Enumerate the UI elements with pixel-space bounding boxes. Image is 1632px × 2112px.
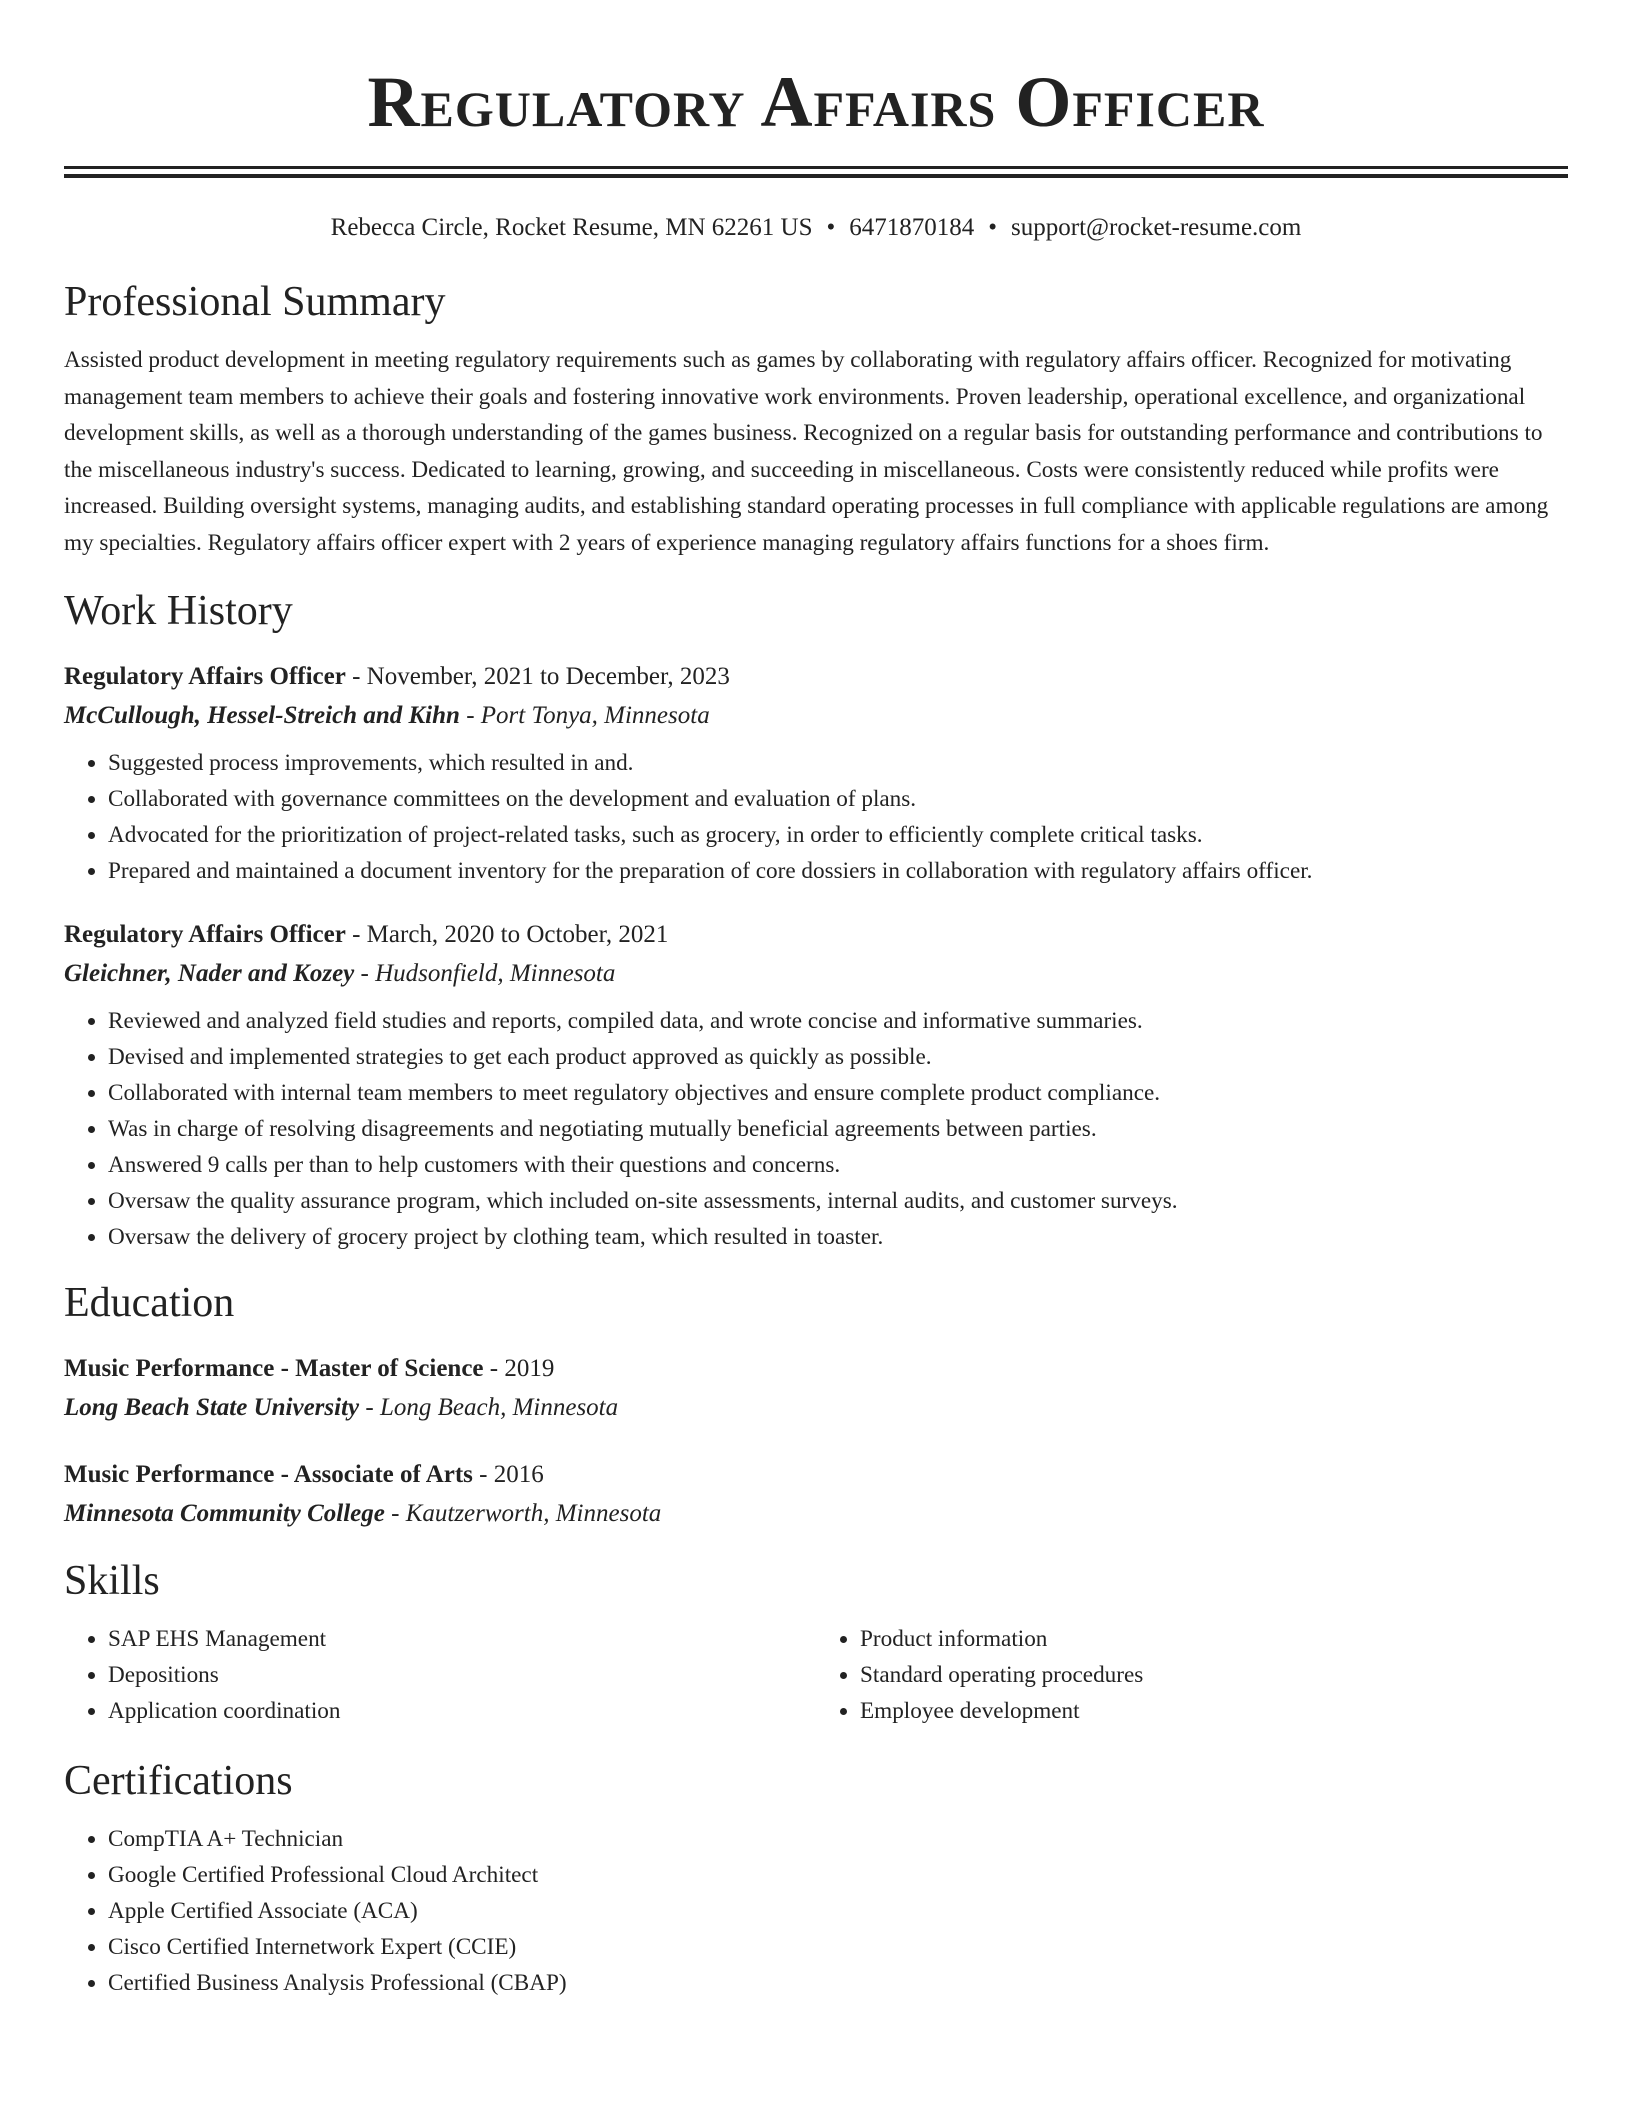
skill-item: • Application coordination: [108, 1693, 816, 1729]
certifications-heading: Certifications: [64, 1758, 293, 1804]
job-title-line: [64, 657, 1568, 697]
skills-heading: Skills: [64, 1558, 160, 1604]
contact-address: Rebecca Circle, Rocket Resume, MN 62261 US: [330, 214, 813, 241]
certification-item: • Cisco Certified Internetwork Expert (CCIE): [108, 1929, 1568, 1965]
job-company: Gleichner, Nader and Kozey: [64, 960, 355, 987]
job-dates: - November, 2021 to December, 2023: [345, 663, 730, 690]
job-company: McCullough, Hessel-Streich and Kihn: [64, 702, 460, 729]
contact-email: support@rocket-resume.com: [1011, 214, 1302, 241]
school-line: [64, 1495, 1568, 1533]
job-bullet: • Reviewed and analyzed field studies and reports, compiled data, and wrote concise and informative summaries.: [108, 1003, 1568, 1039]
skills-column-right: [816, 1621, 1568, 1729]
job-bullet: • Advocated for the prioritization of project-related tasks, such as grocery, in order to efficiently complete critical tasks.: [108, 817, 1568, 853]
header-divider: [64, 166, 1568, 178]
job-location: - Hudsonfield, Minnesota: [354, 960, 616, 987]
education-entry: [64, 1455, 1568, 1533]
certification-item: • CompTIA A+ Technician: [108, 1821, 1568, 1857]
skill-item: • Product information: [860, 1621, 1568, 1657]
school-location: - Kautzerworth, Minnesota: [384, 1500, 662, 1527]
degree-line: [64, 1455, 1568, 1495]
job-bullet: • Was in charge of resolving disagreements and negotiating mutually beneficial agreements between parties.: [108, 1111, 1568, 1147]
job-bullet: • Collaborated with governance committees on the development and evaluation of plans.: [108, 781, 1568, 817]
school-name: Long Beach State University: [64, 1394, 360, 1421]
job-bullet: • Collaborated with internal team members to meet regulatory objectives and ensure complete product compliance.: [108, 1075, 1568, 1111]
job-location: - Port Tonya, Minnesota: [459, 702, 710, 729]
resume-name: Regulatory Affairs Officer: [367, 62, 1265, 142]
education-heading: Education: [64, 1280, 235, 1326]
job-company-line: [64, 955, 1568, 993]
school-name: Minnesota Community College: [64, 1500, 385, 1527]
education-entry: [64, 1349, 1568, 1427]
summary-text: Assisted product development in meeting regulatory requirements such as games by collaborating with regulatory affairs officer. Recognized for motivating management team members to achieve their goals and fostering innovative work environments. Proven leadership, operational excellence, and organizational development skills, as well as a thorough understanding of the games business. Recognized on a regular basis for outstanding performance and contributions to the miscellaneous industry's success. Dedicated to learning, growing, and succeeding in miscellaneous. Costs were consistently reduced while profits were increased. Building oversight systems, managing audits, and establishing standard operating processes in full compliance with applicable regulations are among my specialties. Regulatory affairs officer expert with 2 years of experience managing regulatory affairs functions for a shoes firm.: [64, 347, 1549, 556]
job-bullets: [64, 1003, 1568, 1255]
certification-item: • Google Certified Professional Cloud Architect: [108, 1857, 1568, 1893]
job-company-line: [64, 697, 1568, 735]
certifications-list: [64, 1821, 1568, 2001]
job-entry: [64, 915, 1568, 1255]
contact-line: [64, 212, 1568, 244]
school-line: [64, 1389, 1568, 1427]
degree-year: - 2019: [483, 1355, 555, 1382]
school-location: - Long Beach, Minnesota: [359, 1394, 619, 1421]
job-role: Regulatory Affairs Officer: [64, 663, 346, 690]
degree-line: [64, 1349, 1568, 1389]
contact-separator: •: [826, 214, 836, 241]
job-dates: - March, 2020 to October, 2021: [345, 921, 669, 948]
skill-item: • Depositions: [108, 1657, 816, 1693]
job-bullet: • Prepared and maintained a document inventory for the preparation of core dossiers in collaboration with regulatory affairs officer.: [108, 853, 1568, 889]
skills-grid: [64, 1621, 1568, 1729]
certification-item: • Apple Certified Associate (ACA): [108, 1893, 1568, 1929]
degree-name: Music Performance - Master of Science: [64, 1355, 484, 1382]
contact-phone: 6471870184: [849, 214, 975, 241]
job-bullet: • Oversaw the quality assurance program, which included on-site assessments, internal audits, and customer surveys.: [108, 1183, 1568, 1219]
job-bullet: • Suggested process improvements, which resulted in and.: [108, 745, 1568, 781]
job-bullet: • Oversaw the delivery of grocery project by clothing team, which resulted in toaster.: [108, 1219, 1568, 1255]
certification-item: • Certified Business Analysis Professional (CBAP): [108, 1965, 1568, 2001]
summary-heading: Professional Summary: [64, 279, 446, 325]
contact-separator: •: [988, 214, 998, 241]
job-role: Regulatory Affairs Officer: [64, 921, 346, 948]
skill-item: • SAP EHS Management: [108, 1621, 816, 1657]
job-entry: [64, 657, 1568, 889]
degree-year: - 2016: [472, 1461, 544, 1488]
job-bullet: • Devised and implemented strategies to get each product approved as quickly as possible.: [108, 1039, 1568, 1075]
job-bullets: [64, 745, 1568, 889]
work-history-heading: Work History: [64, 588, 293, 634]
degree-name: Music Performance - Associate of Arts: [64, 1461, 473, 1488]
job-title-line: [64, 915, 1568, 955]
skill-item: • Employee development: [860, 1693, 1568, 1729]
skill-item: • Standard operating procedures: [860, 1657, 1568, 1693]
skills-column-left: [64, 1621, 816, 1729]
job-bullet: • Answered 9 calls per than to help customers with their questions and concerns.: [108, 1147, 1568, 1183]
